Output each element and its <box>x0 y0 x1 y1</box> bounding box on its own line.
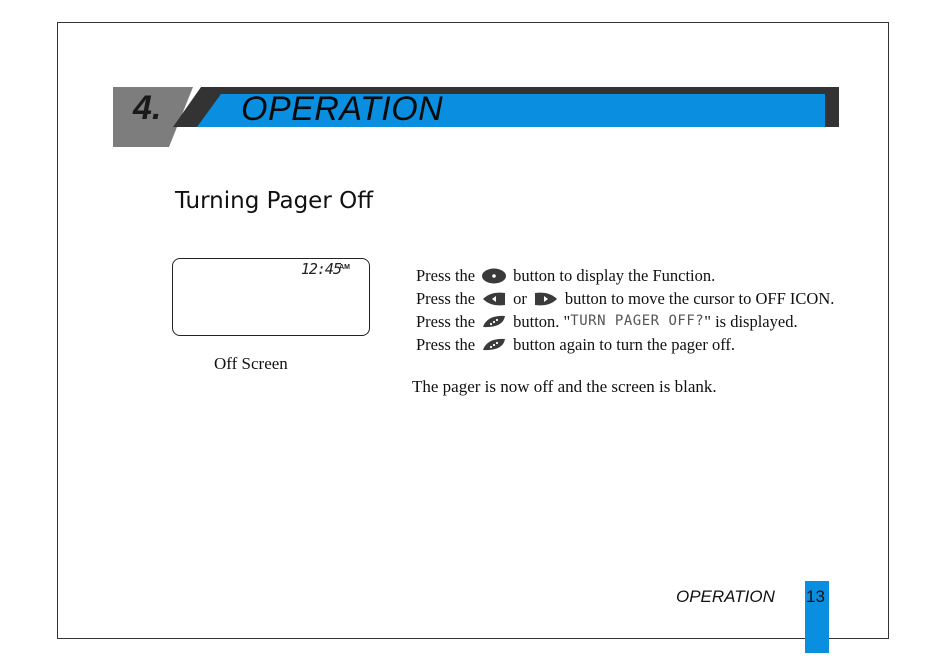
read-button-icon <box>481 336 507 354</box>
instruction-text: button. " <box>513 312 571 331</box>
lcd-screen-illustration <box>172 258 370 336</box>
function-button-icon <box>481 267 507 285</box>
chapter-number: 4. <box>133 89 162 127</box>
lcd-ampm: AM <box>339 264 350 271</box>
lcd-time: 12:45 <box>300 260 341 278</box>
lcd-caption: Off Screen <box>214 354 288 373</box>
instruction-text: " is displayed. <box>704 312 798 331</box>
instruction-line <box>416 310 834 333</box>
footer-section-label: OPERATION <box>676 587 775 606</box>
instruction-text: button again to turn the pager off. <box>513 335 736 354</box>
instruction-text: Press the <box>416 289 476 308</box>
lcd-message: TURN PAGER OFF? <box>570 313 705 329</box>
instruction-list <box>416 264 834 356</box>
page-title: Turning Pager Off <box>175 188 374 214</box>
page-number: 13 <box>806 587 825 606</box>
chapter-title: OPERATION <box>241 90 444 128</box>
left-arrow-button-icon <box>481 290 507 308</box>
instruction-text: button to display the Function. <box>513 266 716 285</box>
instruction-line <box>416 287 834 310</box>
instruction-text: button to move the cursor to OFF ICON. <box>564 289 835 308</box>
instruction-text: Press the <box>416 266 476 285</box>
section-banner <box>113 87 839 147</box>
instruction-text: Press the <box>416 312 476 331</box>
instruction-text: or <box>513 289 527 308</box>
summary-text: The pager is now off and the screen is blank. <box>412 377 717 396</box>
instruction-line <box>416 264 834 287</box>
instruction-line <box>416 333 834 356</box>
right-arrow-button-icon <box>533 290 559 308</box>
read-button-icon <box>481 313 507 331</box>
instruction-text: Press the <box>416 335 476 354</box>
